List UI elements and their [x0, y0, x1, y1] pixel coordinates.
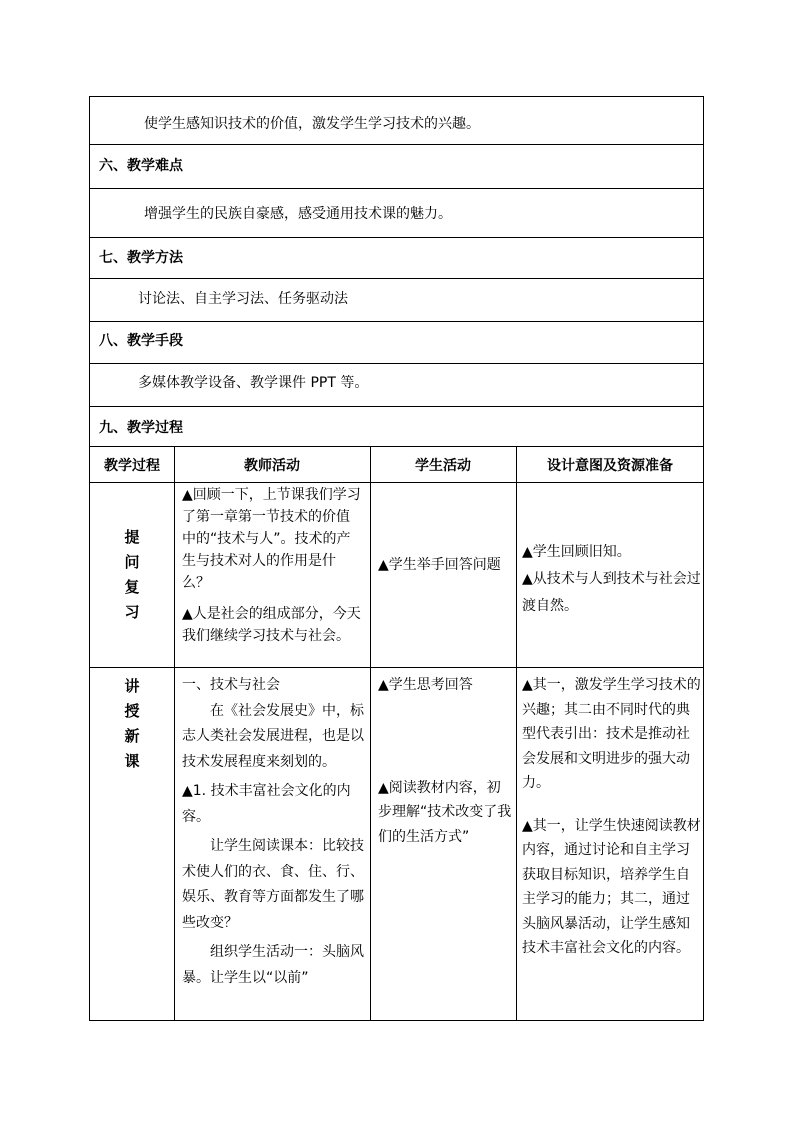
row-divider [90, 144, 703, 145]
row-divider [90, 321, 703, 322]
row-divider [90, 237, 703, 238]
row-divider [90, 363, 703, 364]
column-divider [516, 446, 517, 1021]
row-divider [90, 188, 703, 189]
section-heading-means: 八、教学手段 [99, 333, 183, 349]
row-divider [90, 278, 703, 279]
column-header-stage: 教学过程 [104, 458, 160, 474]
column-divider [174, 446, 175, 1021]
teacher-activity-new-lesson: 一、技术与社会 在《社会发展史》中，标志人类社会发展进程，也是以技术发展程度来刻划的。 ▲1. 技术丰富社会文化的内容。 让学生阅读课本：比较技术使人们的衣、食、住、行、娱乐、教育等方面都发生了哪些改变？ 组织学生活动一：头脑风暴。让学生以“以前” [182, 677, 364, 986]
section-heading-methods: 七、教学方法 [99, 250, 183, 266]
row-divider [90, 406, 703, 407]
stage-review: 提 问 复 习 [124, 528, 140, 621]
teacher-activity-review: ▲回顾一下，上节课我们学习了第一章第一节技术的价值中的“技术与人”。技术的产生与技术对人的作用是什么？ ▲人是社会的组成部分，今天我们继续学习技术与社会。 [182, 487, 361, 644]
column-divider [370, 446, 371, 1021]
row-divider [90, 667, 703, 668]
design-new-lesson: ▲其一，激发学生学习技术的兴趣；其二由不同时代的典型代表引出：技术是推动社会发展和文明进步的强大动力。 ▲其一，让学生快速阅读教材内容，通过讨论和自主学习获取目标知识，培养学生自主学习的能力；其二，通过头脑风暴活动，让学生感知技术丰富社会文化的内容。 [522, 677, 701, 956]
lesson-plan-table [89, 96, 704, 1021]
student-activity-new-lesson: ▲学生思考回答 ▲阅读教材内容，初步理解“技术改变了我们的生活方式” [378, 677, 512, 845]
row-divider [90, 446, 703, 447]
column-header-design: 设计意图及资源准备 [547, 458, 673, 474]
column-header-teacher: 教师活动 [244, 458, 300, 474]
student-activity-review: ▲学生举手回答问题 [378, 557, 501, 573]
intro-text: 使学生感知识技术的价值，激发学生学习技术的兴趣。 [144, 116, 480, 132]
stage-new-lesson: 讲 授 新 课 [124, 677, 140, 770]
column-header-student: 学生活动 [415, 458, 471, 474]
section-heading-difficulty: 六、教学难点 [99, 158, 183, 174]
section-body-means: 多媒体教学设备、教学课件 PPT 等。 [138, 375, 369, 391]
section-heading-process: 九、教学过程 [99, 420, 183, 436]
section-body-difficulty: 增强学生的民族自豪感，感受通用技术课的魅力。 [144, 206, 452, 222]
row-divider [90, 482, 703, 483]
section-body-methods: 讨论法、自主学习法、任务驱动法 [138, 291, 348, 307]
design-review: ▲学生回顾旧知。 ▲从技术与人到技术与社会过渡自然。 [522, 544, 701, 614]
